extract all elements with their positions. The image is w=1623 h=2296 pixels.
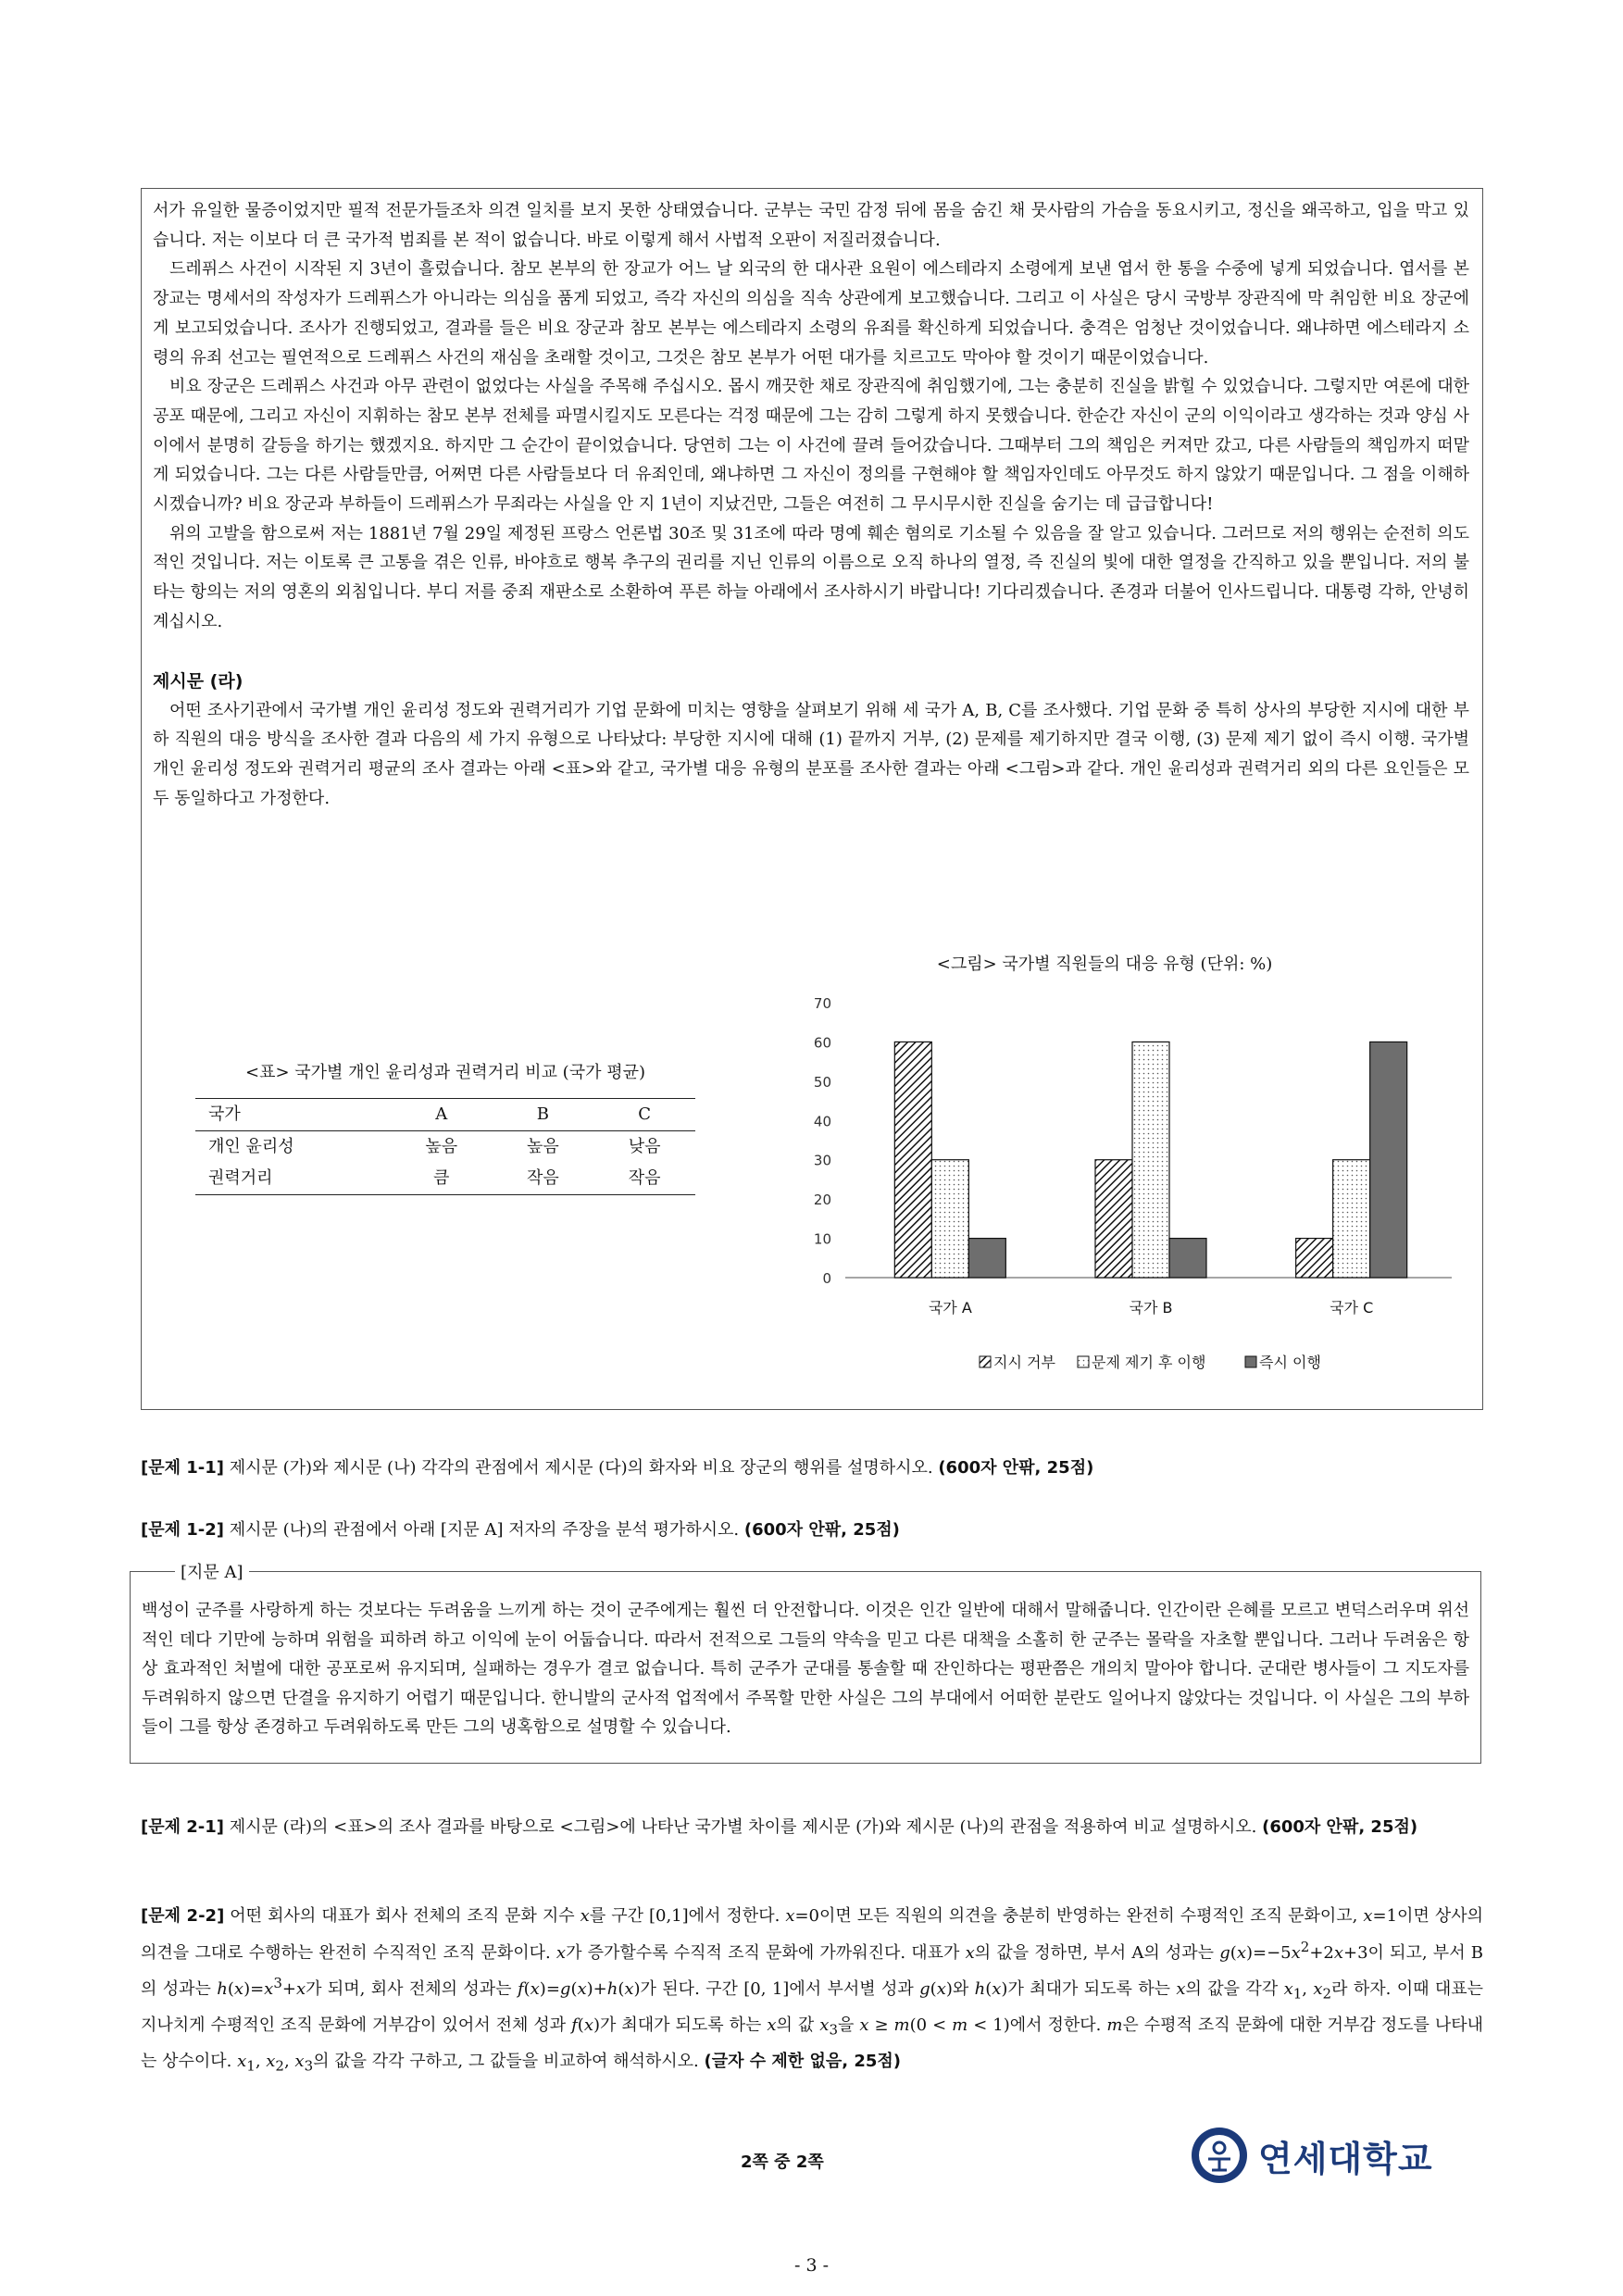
question-2-1 [141,1813,1483,1842]
legend-swatch [1078,1356,1089,1367]
table-header-cell: B [493,1099,594,1131]
legend-swatch [1245,1356,1256,1367]
table-cell: 낮음 [628,1137,661,1156]
university-logo [1190,2126,1433,2185]
table-cell: 작음 [493,1163,594,1195]
x-tick-label: 국가 C [1330,1299,1374,1316]
question-text: 제시문 (라)의 <표>의 조사 결과를 바탕으로 <그림>에 나타난 국가별 차이를 제시문 (가)와 제시문 (나)의 관점을 적용하여 비교 설명하시오. [224,1817,1263,1837]
y-tick-label: 0 [822,1270,831,1287]
bar [894,1042,931,1278]
bar [1296,1239,1333,1278]
legend-label: 즉시 이행 [1259,1354,1321,1371]
table-cell: 높음 [527,1137,559,1156]
table-cell: 작음 [593,1163,695,1195]
x-tick-label: 국가 B [1129,1299,1173,1316]
university-emblem-icon [1190,2126,1249,2185]
legend-swatch [980,1356,991,1367]
passage-a-box [130,1563,1481,1764]
bar [1095,1160,1132,1278]
section-body: 어떤 조사기관에서 국가별 개인 윤리성 정도와 권력거리가 기업 문화에 미치는 영향을 살펴보기 위해 세 국가 A, B, C를 조사했다. 기업 문화 중 특히 상사의 부당한 지시에 대한 부하 직원의 대응 방식을 조사한 결과 다음의 세 가지 유형으로 나타났다: 부당한 지시에 대해 (1) 끝까지 거부, (2) 문제를 제기하지만 결국 이행, (3) 문제 제기 없이 즉시 이행. 국가별 개인 윤리성 정도와 권력거리 평균의 조사 결과는 아래 <표>와 같고, 국가별 대응 유형의 분포를 조사한 결과는 아래 <그림>과 같다. 개인 윤리성과 권력거리 외의 다른 요인들은 모두 동일하다고 가정한다. [153,700,1469,808]
section-title: 제시문 (라) [153,670,243,692]
question-label: [문제 1-1] [141,1458,225,1478]
table-row [195,1131,695,1164]
passage-a-text: 백성이 군주를 사랑하게 하는 것보다는 두려움을 느끼게 하는 것이 군주에게는 훨씬 더 안전합니다. 이것은 인간 일반에 대해서 말해줍니다. 인간이란 은혜를 모르고 변덕스러우며 위선적인 데다 기만에 능하며 위험을 피하려 하고 이익에 눈이 어둡습니다. 따라서 전적으로 그들의 약속을 믿고 다른 대책을 소홀히 한 군주는 몰락을 자초할 뿐입니다. 그러나 두려움은 항상 효과적인 처벌에 대한 공포로써 유지되며, 실패하는 경우가 결코 없습니다. 특히 군주가 군대를 통솔할 때 잔인하다는 평판쯤은 개의치 말아야 합니다. 군대란 병사들이 그 지도자를 두려워하지 않으면 단결을 유지하기 어렵기 때문입니다. 한니발의 군사적 업적에서 주목할 만한 사실은 그의 부대에서 어떠한 분란도 일어나지 않았다는 것입니다. 이 사실은 그의 부하들이 그를 항상 존경하고 두려워하도록 만든 그의 냉혹함으로 설명할 수 있습니다. [142,1601,1469,1737]
question-points: (600자 안팎, 25점) [743,1520,900,1540]
passage-paragraph: 드레퓌스 사건이 시작된 지 3년이 흘렀습니다. 참모 본부의 한 장교가 어느 날 외국의 한 대사관 요원이 에스테라지 소령에게 보낸 엽서 한 통을 수중에 넣게 되었습니다. 엽서를 본 장교는 명세서의 작성자가 드레퓌스가 아니라는 의심을 품게 되었고, 즉각 자신의 의심을 직속 상관에게 보고했습니다. 그리고 이 사실은 당시 국방부 장관직에 막 취임한 비요 장군에게 보고되었습니다. 조사가 진행되었고, 결과를 들은 비요 장군과 참모 본부는 에스테라지 소령의 유죄를 확신하게 되었습니다. 충격은 엄청난 것이었습니다. 왜냐하면 에스테라지 소령의 유죄 선고는 필연적으로 드레퓌스 사건의 재심을 초래할 것이고, 그것은 참모 본부가 어떤 대가를 치르고도 막아야 할 것이기 때문이었습니다. [153,259,1469,368]
legend-label: 문제 제기 후 이행 [1092,1354,1206,1371]
bar [1370,1042,1407,1278]
bar [968,1239,1005,1278]
question-text: 제시문 (나)의 관점에서 아래 [지문 A] 저자의 주장을 분석 평가하시오. [224,1520,744,1540]
question-1-1 [141,1454,1483,1483]
bar [1333,1160,1370,1278]
passage-paragraph: 서가 유일한 물증이었지만 필적 전문가들조차 의견 일치를 보지 못한 상태였습니다. 군부는 국민 감정 뒤에 몸을 숨긴 채 뭇사람의 가슴을 동요시키고, 정신을 왜곡하고, 입을 막고 있습니다. 저는 이보다 더 큰 국가적 범죄를 본 적이 없습니다. 바로 이렇게 해서 사법적 오판이 저질러졌습니다. [153,201,1469,250]
question-label: [문제 2-2] [141,1906,225,1926]
table-title: <표> 국가별 개인 윤리성과 권력거리 비교 (국가 평균) [244,1063,646,1082]
y-tick-label: 30 [813,1152,831,1169]
table-header-row [195,1099,695,1131]
y-tick-label: 50 [813,1073,831,1091]
table-header-cell: 국가 [195,1099,391,1131]
bar [1169,1239,1206,1278]
bar [931,1160,968,1278]
chart-title: <그림> 국가별 직원들의 대응 유형 (단위: %) [936,955,1273,974]
table-cell: 큼 [391,1163,493,1195]
question-points: (600자 안팎, 25점) [1262,1817,1418,1837]
question-points: (600자 안팎, 25점) [938,1458,1094,1478]
x-tick-label: 국가 A [928,1299,972,1316]
page-indicator: 2쪽 중 2쪽 [741,2152,824,2172]
comparison-table-block [195,1059,695,1195]
table-header-cell: C [593,1099,695,1131]
question-label: [문제 1-2] [141,1520,225,1540]
question-2-2: [문제 2-2] 어떤 회사의 대표가 회사 전체의 조직 문화 지수 x를 구간 [0,1]에서 정한다. x=0이면 모든 직원의 의견을 충분히 반영하는 완전히 수평적인 조직 문화이고, x=1이면 상사의 의견을 그대로 수행하는 완전히 수직적인 조직 문화이다. x가 증가할수록 수직적 조직 문화에 가까워진다. 대표가 x의 값을 정하면, 부서 A의 성과는 $g(x)=-5x^2+2x+3$이 되고, 부서 B의 성과는 $h(x)=x^3+x$가 되며, 회사 전체의 성과는 f(x)=g(x)+h(x)가 된다. 구간 [0, 1]에서 부서별 성과 g(x)와 h(x)가 최대가 되도록 하는 x의 값을 각각 $x_1$, $x_2$라 하자. 이때 대표는 지나치게 수평적인 조직 문화에 거부감이 있어서 전체 성과 f(x)가 최대가 되도록 하는 x의 값 $x_3$을 x ≥ m(0 < m < 1)에서 정한다. m은 수평적 조직 문화에 대한 거부감 정도를 나타내는 상수이다. $x_1$, $x_2$, $x_3$의 값을 각각 구하고, 그 값들을 비교하여 해석하시오. (글자 수 제한 없음, 25점) [141,1906,1483,2075]
y-tick-label: 20 [813,1192,831,1209]
question-1-2 [141,1516,1483,1545]
table-cell: 높음 [425,1137,458,1156]
table-row [195,1163,695,1195]
comparison-table [195,1098,695,1195]
question-label: [문제 2-1] [141,1817,225,1837]
table-cell: 개인 윤리성 [208,1137,294,1156]
y-tick-label: 40 [813,1113,831,1130]
bar [1132,1042,1169,1278]
response-type-chart [753,937,1466,1391]
passage-box [141,188,1483,1410]
question-text: 제시문 (가)와 제시문 (나) 각각의 관점에서 제시문 (다)의 화자와 비요 장군의 행위를 설명하시오. [224,1458,939,1478]
y-tick-label: 70 [813,995,831,1012]
passage-a-label: [지문 A] [175,1559,249,1583]
legend-label: 지시 거부 [993,1354,1055,1371]
passage-paragraph: 위의 고발을 함으로써 저는 1881년 7월 29일 제정된 프랑스 언론법 30조 및 31조에 따라 명예 훼손 혐의로 기소될 수 있음을 잘 알고 있습니다. 그러므로 저의 행위는 순전히 의도적인 것입니다. 저는 이토록 큰 고통을 겪은 인류, 바야흐로 행복 추구의 권리를 지닌 인류의 이름으로 오직 하나의 열정, 즉 진실의 빛에 대한 열정을 간직하고 있을 뿐입니다. 저의 불타는 항의는 저의 영혼의 외침입니다. 부디 저를 중죄 재판소로 소환하여 푸른 하늘 아래에서 조사하시기 바랍니다! 기다리겠습니다. 존경과 더불어 인사드립니다. 대통령 각하, 안녕히 계십시오. [153,523,1469,631]
y-tick-label: 10 [813,1230,831,1248]
y-tick-label: 60 [813,1034,831,1052]
table-cell: 권력거리 [195,1163,391,1195]
passage-paragraph: 비요 장군은 드레퓌스 사건과 아무 관련이 없었다는 사실을 주목해 주십시오. 몹시 깨끗한 채로 장관직에 취임했기에, 그는 충분히 진실을 밝힐 수 있었습니다. 그렇지만 여론에 대한 공포 때문에, 그리고 자신이 지휘하는 참모 본부 전체를 파멸시킬지도 모른다는 걱정 때문에 그는 감히 그렇게 하지 못했습니다. 한순간 자신이 군의 이익이라고 생각하는 것과 양심 사이에서 분명히 갈등을 하기는 했겠지요. 하지만 그 순간이 끝이었습니다. 당연히 그는 이 사건에 끌려 들어갔습니다. 그때부터 그의 책임은 커져만 갔고, 다른 사람들의 책임까지 떠맡게 되었습니다. 그는 다른 사람들만큼, 어쩌면 다른 사람들보다 더 유죄인데, 왜냐하면 그 자신이 정의를 구현해야 할 책임자인데도 아무것도 하지 않았기 때문입니다. 그 점을 이해하시겠습니까? 비요 장군과 부하들이 드레퓌스가 무죄라는 사실을 안 지 1년이 지났건만, 그들은 여전히 그 무시무시한 진실을 숨기는 데 급급합니다! [153,377,1469,515]
table-header-cell: A [391,1099,493,1131]
page-number: - 3 - [793,2255,829,2276]
university-name: 연세대학교 [1258,2138,1433,2179]
question-points: (글자 수 제한 없음, 25점) [704,2052,902,2072]
